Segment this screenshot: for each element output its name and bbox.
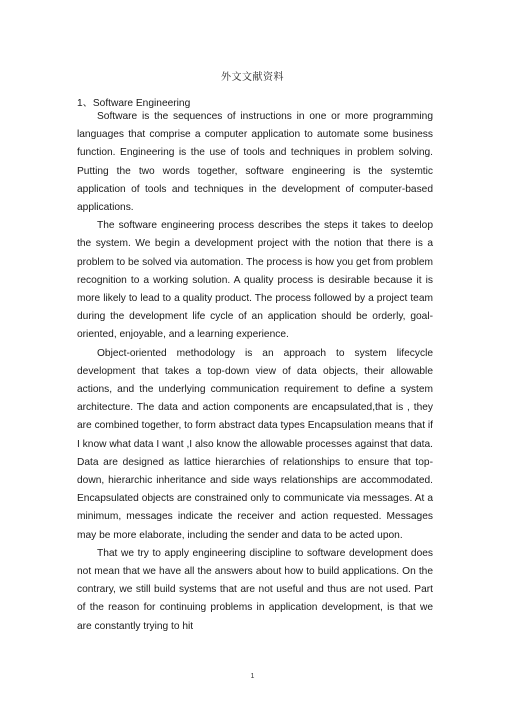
page-number: 1 <box>250 673 255 680</box>
paragraph: Object-oriented methodology is an approach to system lifecycle development that takes a top-down view of data objects, their allowable actions, and the underlying communication requirement to define a system architecture. The data and action components are encapsulated,that is , they are combined together, to form abstract data types Encapsulation means that if I know what data I want ,I also know the allowable processes against that data. Data are designed as lattice hierarchies of relationships to ensure that top-down, hierarchic inheritance and side ways relationships are accommodated. Encapsulated objects are constrained only to communicate via messages. At a minimum, messages indicate the receiver and action requested. Messages may be more elaborate, including the sender and data to be acted upon. <box>77 347 433 541</box>
document-title: 外文文献资料 <box>221 72 284 83</box>
document-body <box>77 108 433 636</box>
paragraph: That we try to apply engineering discipline to software development does not mean that we have all the answers about how to build applications. On the contrary, we still build systems that are not useful and thus are not used. Part of the reason for continuing problems in application development, is that we are constantly trying to hit <box>77 547 433 632</box>
paragraph: Software is the sequences of instructions in one or more programming languages that comprise a computer application to automate some business function. Engineering is the use of tools and techniques in problem solving. Putting the two words together, software engineering is the systemtic application of tools and techniques in the development of computer-based applications. <box>77 111 433 214</box>
paragraph: The software engineering process describes the steps it takes to deelop the system. We begin a development project with the notion that there is a problem to be solved via automation. The process is how you get from problem recognition to a working solution. A quality process is desirable because it is more likely to lead to a quality product. The process followed by a project team during the development life cycle of an application should be orderly, goal-oriented, enjoyable, and a learning experience. <box>77 220 433 341</box>
section-heading: 1、Software Engineering <box>77 98 191 109</box>
